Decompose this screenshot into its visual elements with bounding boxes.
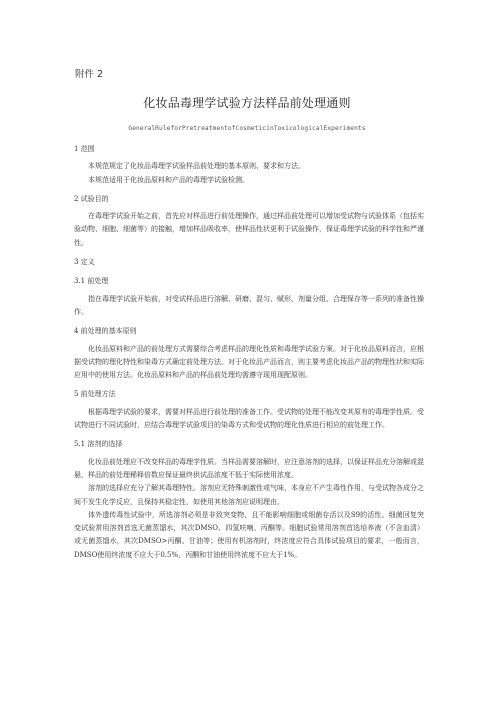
section-4-paragraph-1: 化妆品原料和产品的前处理方式需要综合考虑样品的理化性质和毒理学试验方案。对于化妆品原料而言，应根据受试物的理化特性和染毒方式确定前处理方法。对于化妆品产品而言，则主要考虑化妆品产品的物理性状和实际应用中的使用方法。化妆品原料和产品的样品前处理均需遵守现用现配原则。	[74, 344, 424, 380]
section-1-heading: 1 范围	[74, 145, 95, 153]
section-1-paragraph-1: 本规范规定了化妆品毒理学试验样品前处理的基本原则、要求和方法。	[88, 162, 305, 171]
section-5-1-paragraph-2: 溶剂的选择应充分了解其毒理特性。溶剂应无特殊刺激性或气味，本身应不产生毒性作用，与受试物各成分之间不发生化学反应，且保持其稳定性，如使用其他溶剂应说明理由。	[74, 484, 424, 506]
document-body	[74, 143, 424, 562]
section-3-1-heading: 3.1 前处理	[74, 277, 109, 286]
section-2-paragraph-1: 在毒理学试验开始之前，首先应对样品进行前处理操作，通过样品前处理可以增加受试物与试验体系（包括实验动物、细胞、细菌等）的接触，增加样品吸收率，使样品性状更利于试验操作，保证毒理学试验的科学性和严谨性。	[74, 212, 424, 247]
section-3-heading: 3 定义	[74, 258, 95, 267]
attachment-label: 附件 2	[75, 69, 104, 80]
section-4-heading: 4 前处理的基本原则	[74, 327, 137, 336]
section-1-paragraph-2: 本规范适用于化妆品原料和产品的毒理学试验检测。	[88, 175, 249, 184]
section-5-1-paragraph-3: 体外遗传毒性试验中，所选溶剂必须是非致突变物，且不能影响细胞或细菌存活以及S9的活性。细菌回复突变试验常用溶剂首选无菌蒸馏水，其次DMSO、四氢呋喃、丙酮等。细胞试验常用溶剂首选培养液（不含血清）或无菌蒸馏水，其次DMSO>丙酮、甘油等；使用有机溶剂时，终浓度应符合具体试验项目的要求，一般而言，DMSO使用终浓度不应大于0.5%，丙酮和甘油使用终浓度不应大于1%。	[74, 510, 424, 559]
section-5-heading: 5 前处理方法	[74, 390, 116, 399]
section-5-1-paragraph-1: 化妆品前处理应不改变样品的毒理学性质。当样品需要溶解时，应注意溶剂的选择，以保证样品充分溶解或混悬，样品的前处理稀释倍数应保证最终供试品浓度不低于实际使用浓度。	[74, 457, 424, 479]
document-title: 化妆品毒理学试验方法样品前处理通则	[143, 96, 351, 110]
section-3-paragraph-1: 指在毒理学试验开始前，对受试样品进行溶解、研磨、混匀、赋形、剂量分组、合理保存等一系列的准备性操作。	[74, 294, 424, 316]
section-2-heading: 2 试验目的	[74, 194, 109, 203]
section-5-paragraph-1: 根据毒理学试验的要求，需要对样品进行前处理的准备工作。受试物的处理不能改变其原有的毒理学性质。受试物进行不同试验时，应结合毒理学试验项目的染毒方式和受试物的理化性质进行相应的前处理工作。	[74, 407, 424, 430]
document-subtitle: GeneralRuleforPretreatmentofCosmeticinToxicologicalExperiments	[128, 125, 366, 132]
section-5-1-heading: 5.1 溶剂的选择	[74, 440, 123, 449]
